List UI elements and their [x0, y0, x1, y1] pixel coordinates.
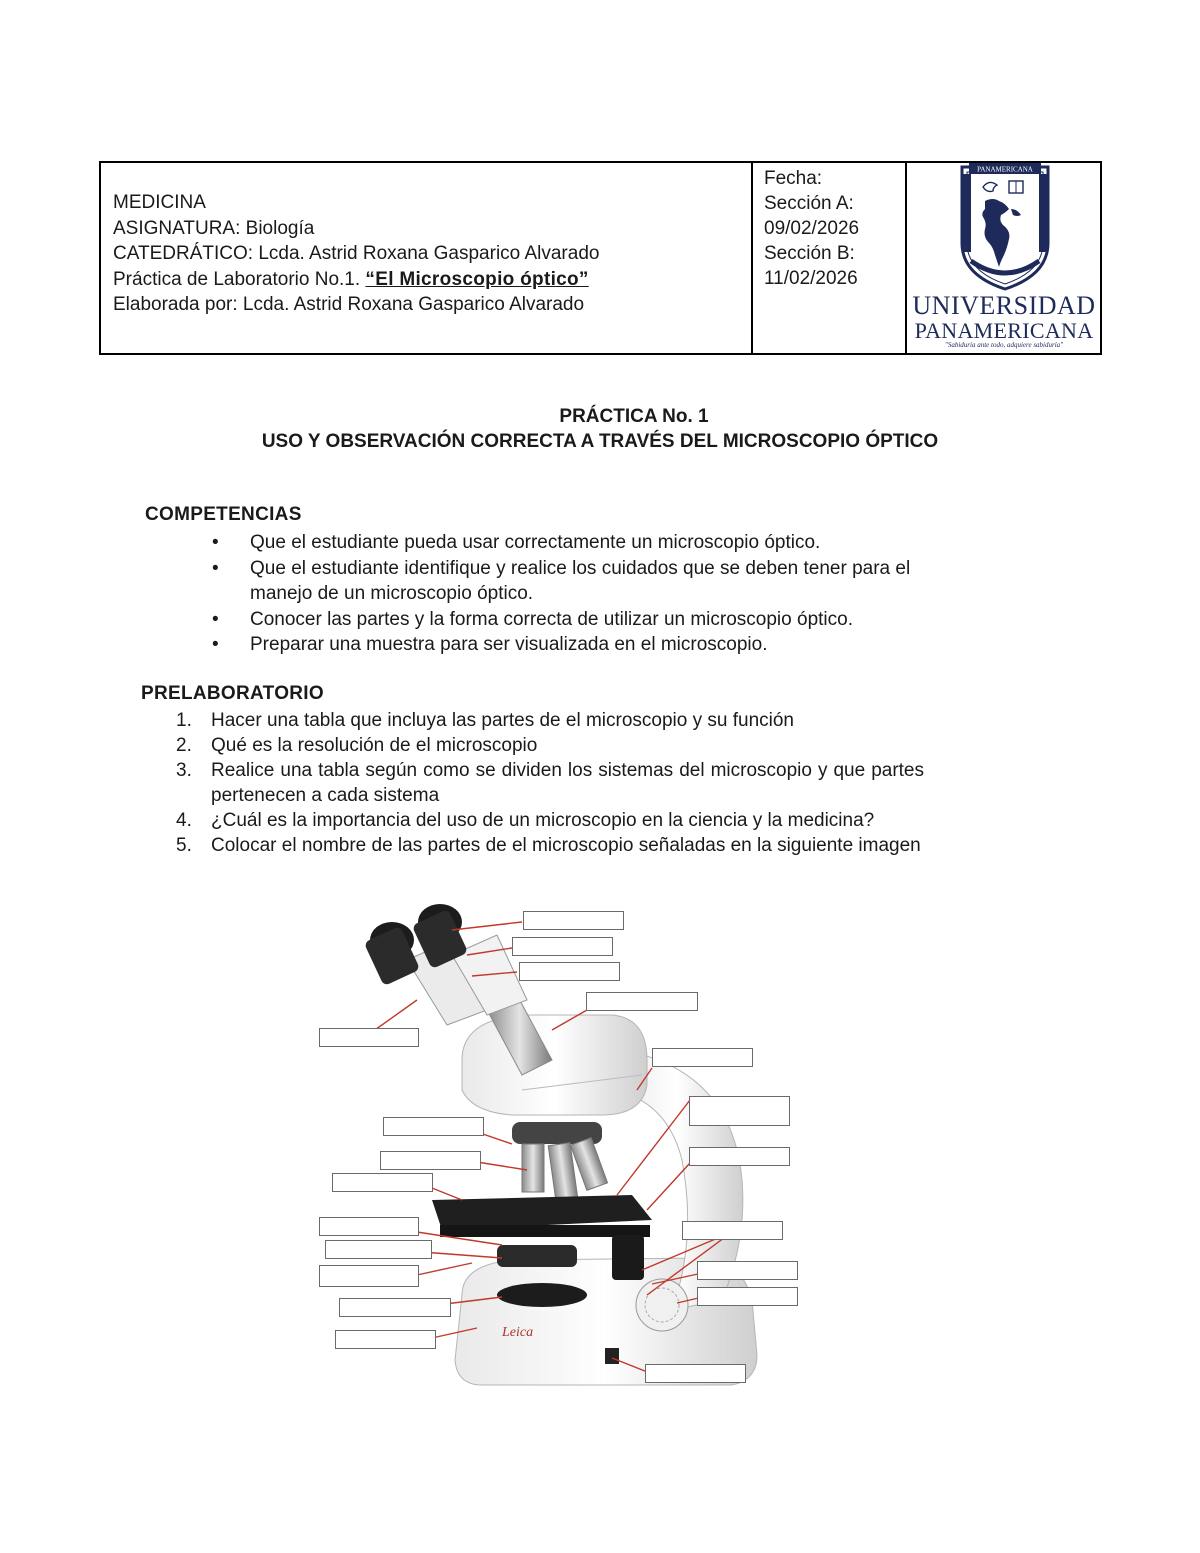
brand-mark: Leica [502, 1325, 534, 1340]
label-box-eyepiece[interactable] [523, 911, 624, 930]
logo-name-line2: PANAMERICANA [914, 318, 1094, 343]
date-cell [753, 163, 907, 353]
teacher-text: CATEDRÁTICO: Lcda. Astrid Roxana Gasparico Alvarado [113, 243, 600, 264]
label-box-revolver[interactable] [689, 1096, 790, 1126]
practice-main-title: USO Y OBSERVACIÓN CORRECTA A TRAVÉS DEL MICROSCOPIO ÓPTICO [261, 431, 939, 452]
item-text: Colocar el nombre de las partes de el microscopio señaladas en la siguiente imagen [211, 835, 921, 856]
practice-title: “El Microscopio óptico” [365, 268, 589, 290]
label-box-switch[interactable] [645, 1364, 746, 1383]
practice-line [113, 267, 751, 293]
list-item: • Que el estudiante pueda usar correctamente un microscopio óptico. [212, 530, 932, 556]
practice-prefix: Práctica de Laboratorio No.1. [113, 268, 366, 290]
prelaboratorio-list [176, 708, 924, 858]
section-a-label: Sección A: [764, 193, 854, 214]
item-number: 2. [176, 735, 192, 756]
subject-text: ASIGNATURA: Biología [113, 217, 315, 239]
label-box-nosepiece[interactable] [383, 1117, 484, 1136]
label-box-head[interactable] [586, 992, 698, 1011]
motto-text: "Sabiduría ante todo, adquiere sabiduría" [944, 341, 1064, 349]
list-item: • Preparar una muestra para ser visualizada en el microscopio. [212, 632, 932, 658]
microscope-figure [312, 900, 812, 1420]
university-logo [907, 163, 1101, 353]
section-a-date: 09/02/2026 [764, 218, 860, 239]
item-text: Qué es la resolución de el microscopio [211, 735, 538, 756]
label-box-fine-focus[interactable] [697, 1261, 798, 1280]
faculty-text: MEDICINA [113, 192, 206, 213]
item-text: Realice una tabla según como se dividen los sistemas del microscopio y que partes pertenecen a cada sistema [211, 760, 924, 806]
list-item [176, 808, 924, 833]
label-box-diopter[interactable] [512, 937, 613, 956]
label-box-objectives[interactable] [380, 1151, 481, 1170]
prelaboratorio-heading: PRELABORATORIO [141, 683, 324, 704]
list-item [176, 833, 924, 858]
list-item [176, 733, 924, 758]
practice-number-title: PRÁCTICA No. 1 [559, 406, 709, 427]
author-text: Elaborada por: Lcda. Astrid Roxana Gasparico Alvarado [113, 294, 585, 315]
list-item [176, 758, 924, 808]
competencias-heading: COMPETENCIAS [145, 504, 302, 525]
competencias-list [212, 530, 932, 658]
label-box-stage-clip[interactable] [689, 1147, 790, 1166]
label-box-stage-controls[interactable] [319, 1265, 419, 1287]
section-b-label: Sección B: [764, 243, 855, 264]
practice-heading [100, 404, 1100, 454]
label-box-tube[interactable] [519, 962, 620, 981]
label-box-binocular[interactable] [319, 1028, 419, 1047]
label-box-diaphragm[interactable] [325, 1240, 432, 1259]
item-number: 1. [176, 710, 192, 731]
list-item [176, 708, 924, 733]
label-box-focus-knob[interactable] [697, 1287, 798, 1306]
date-label: Fecha: [764, 168, 823, 189]
section-b-date: 11/02/2026 [764, 268, 858, 289]
label-box-coarse-focus[interactable] [682, 1221, 783, 1240]
label-box-stage[interactable] [332, 1173, 433, 1192]
logo-name-line1: UNIVERSIDAD [912, 291, 1096, 320]
list-item: • Que el estudiante identifique y realice los cuidados que se deben tener para el manejo de un microscopio óptico. [212, 556, 932, 607]
header-table [99, 161, 1102, 355]
item-text: Hacer una tabla que incluya las partes de el microscopio y su función [211, 710, 794, 731]
item-number: 3. [176, 760, 192, 781]
item-text: ¿Cuál es la importancia del uso de un microscopio en la ciencia y la medicina? [211, 810, 875, 831]
label-box-base[interactable] [335, 1330, 436, 1349]
course-info-cell [101, 163, 753, 353]
item-number: 5. [176, 835, 192, 856]
label-box-illuminator[interactable] [339, 1298, 451, 1317]
list-item: • Conocer las partes y la forma correcta de utilizar un microscopio óptico. [212, 607, 932, 633]
ribbon-text: PANAMERICANA [977, 165, 1033, 174]
logo-cell [907, 163, 1100, 353]
item-number: 4. [176, 810, 192, 831]
label-box-arm[interactable] [652, 1048, 753, 1067]
label-box-condenser[interactable] [319, 1217, 419, 1236]
